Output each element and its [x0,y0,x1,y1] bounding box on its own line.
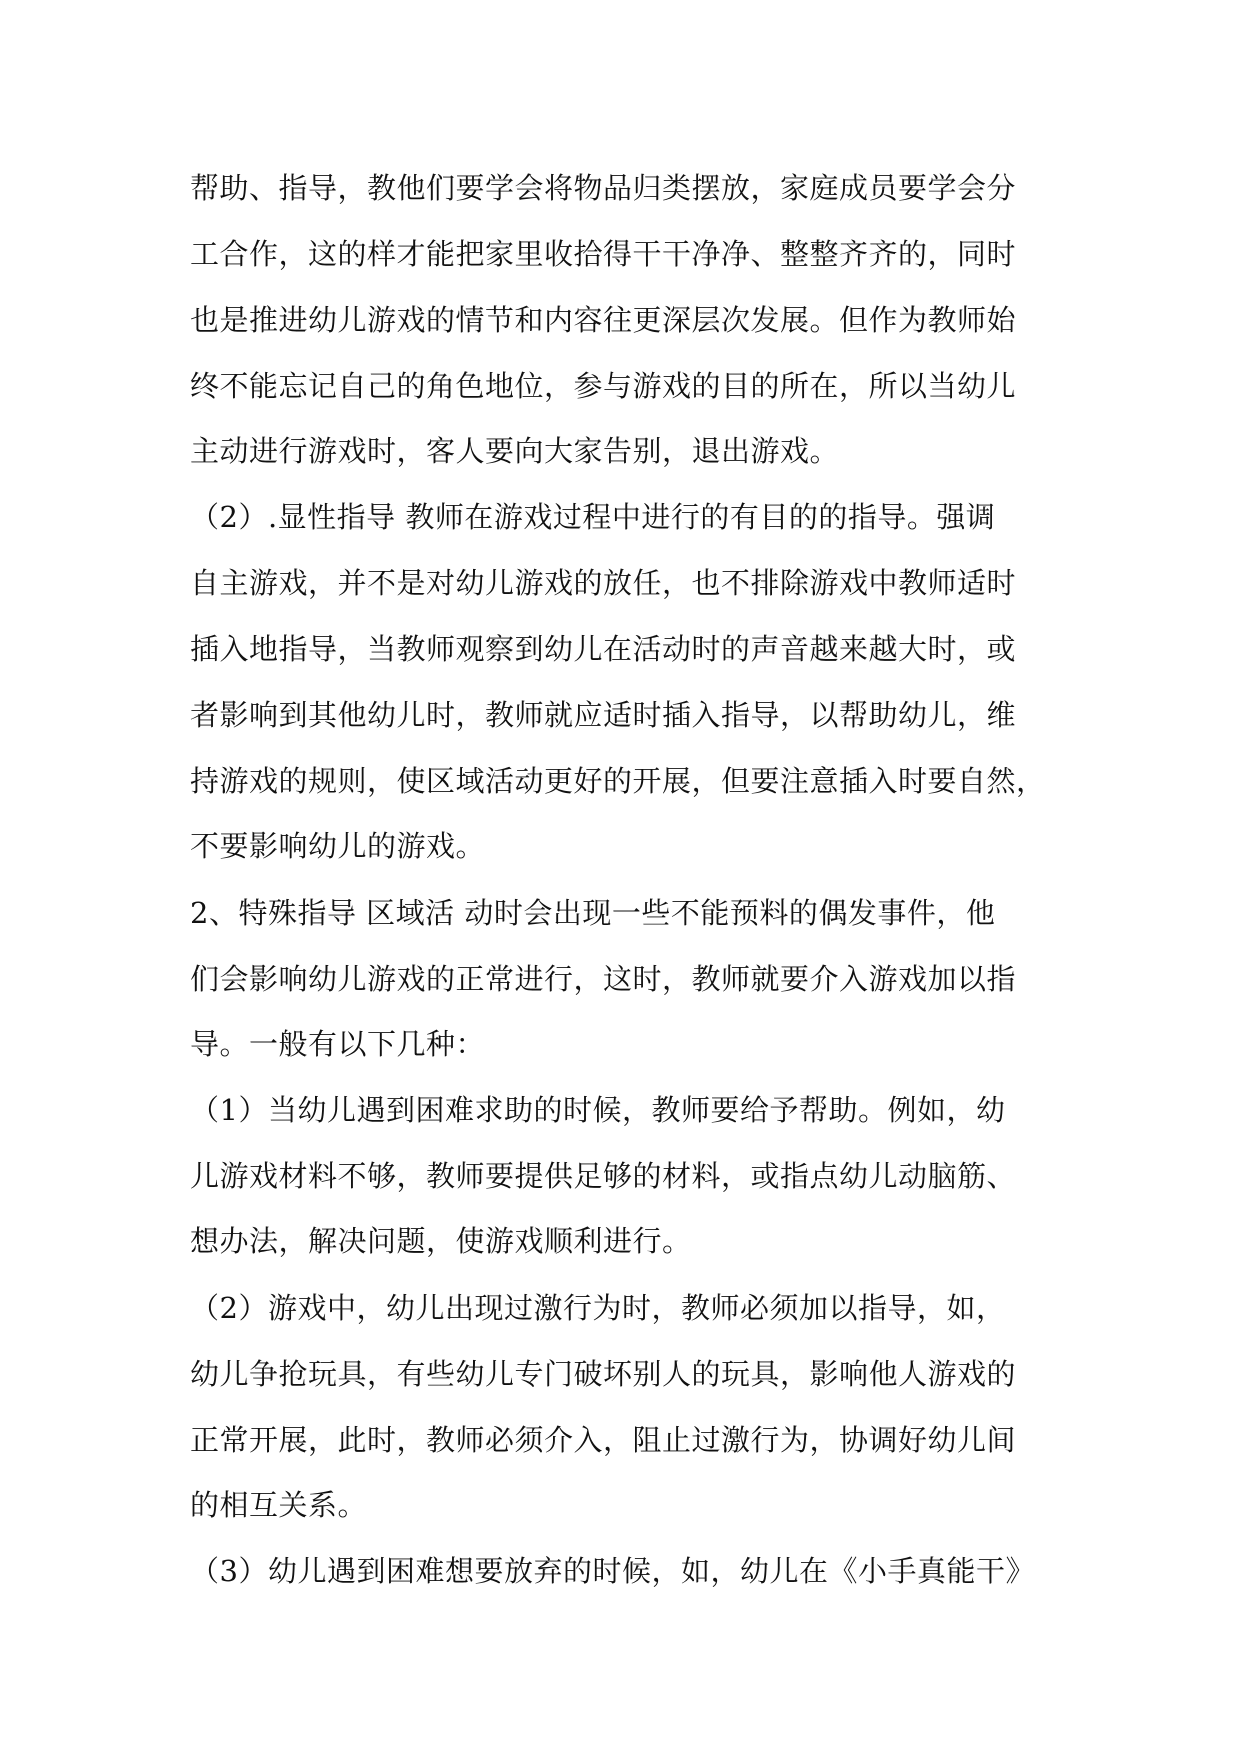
text-line: 主动进行游戏时，客人要向大家告别，退出游戏。 [190,434,840,468]
text-line: 想办法，解决问题，使游戏顺利进行。 [190,1224,692,1258]
text-line: 导。一般有以下几种： [190,1027,486,1061]
text-line: 持游戏的规则，使区域活动更好的开展，但要注意插入时要自然， [190,764,1046,798]
text-line: 者影响到其他幼儿时，教师就应适时插入指导，以帮助幼儿，维 [190,698,1017,732]
text-line: （3）幼儿遇到困难想要放弃的时候，如，幼儿在《小手真能干》 [190,1554,1035,1588]
text-line: 也是推进幼儿游戏的情节和内容往更深层次发展。但作为教师始 [190,303,1017,337]
text-line: （2）游戏中，幼儿出现过激行为时，教师必须加以指导，如， [190,1291,1006,1325]
text-line: （1）当幼儿遇到困难求助的时候，教师要给予帮助。例如，幼 [190,1093,1006,1127]
text-line: 2、特殊指导 区域活 动时会出现一些不能预料的偶发事件，他 [190,896,996,930]
text-line: 幼儿争抢玩具，有些幼儿专门破坏别人的玩具，影响他人游戏的 [190,1357,1017,1391]
text-line: 的相互关系。 [190,1488,368,1522]
text-line: 工合作，这的样才能把家里收拾得干干净净、整整齐齐的，同时 [190,237,1017,271]
text-line: 正常开展，此时，教师必须介入，阻止过激行为，协调好幼儿间 [190,1423,1017,1457]
text-line: 终不能忘记自己的角色地位，参与游戏的目的所在，所以当幼儿 [190,369,1017,403]
text-line: 们会影响幼儿游戏的正常进行，这时，教师就要介入游戏加以指 [190,962,1017,996]
text-line: 帮助、指导，教他们要学会将物品归类摆放，家庭成员要学会分 [190,171,1017,205]
text-line: 插入地指导，当教师观察到幼儿在活动时的声音越来越大时，或 [190,632,1017,666]
text-line: 自主游戏，并不是对幼儿游戏的放任，也不排除游戏中教师适时 [190,566,1017,600]
text-line: 儿游戏材料不够，教师要提供足够的材料，或指点幼儿动脑筋、 [190,1159,1017,1193]
text-line: 不要影响幼儿的游戏。 [190,829,486,863]
text-line: （2）.显性指导 教师在游戏过程中进行的有目的的指导。强调 [190,500,996,534]
